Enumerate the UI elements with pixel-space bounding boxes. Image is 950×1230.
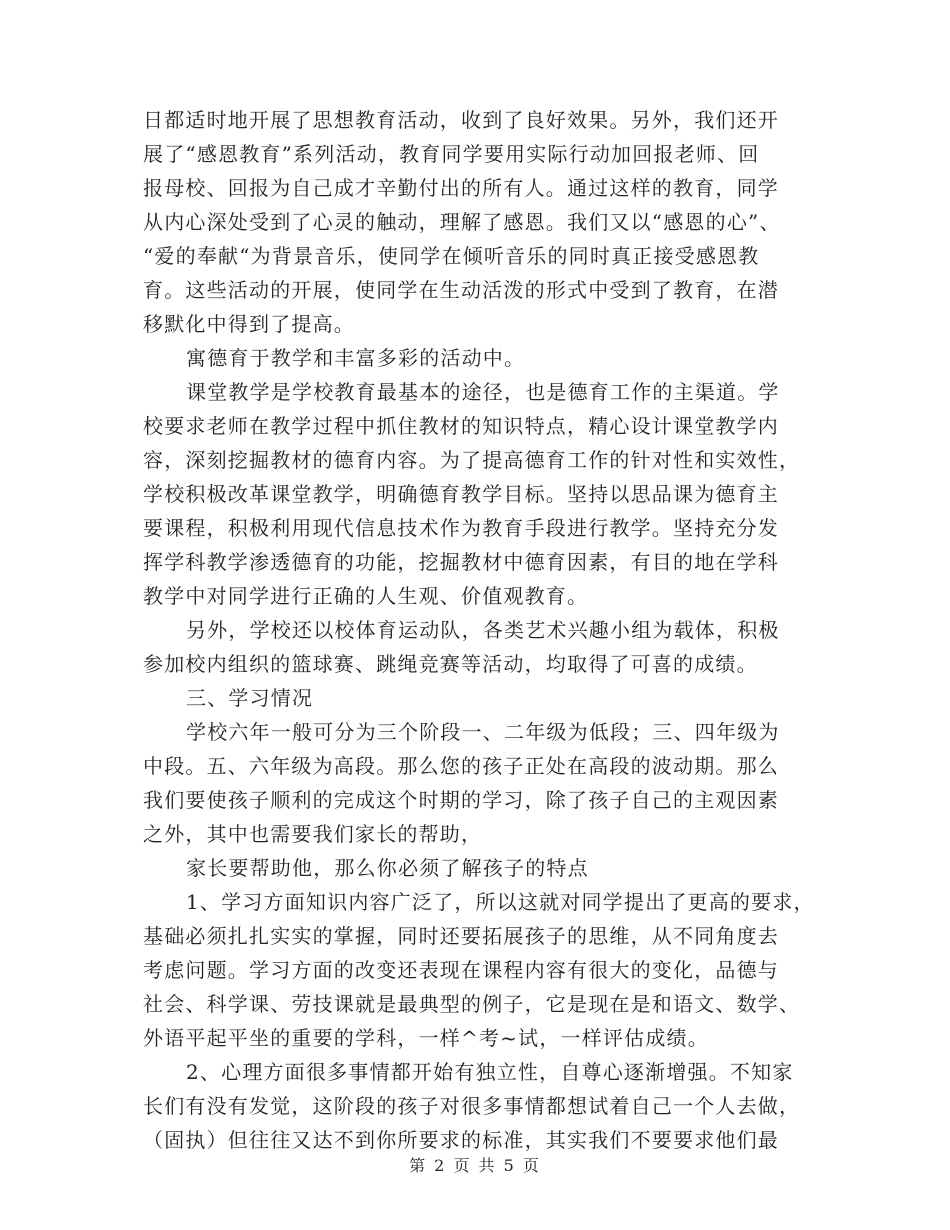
text-line: 基础必须扎扎实实的掌握，同时还要拓展孩子的思维，从不同角度去	[143, 924, 779, 948]
text-line: 家长要帮助他，那么你必须了解孩子的特点	[186, 856, 589, 880]
text-line: 容，深刻挖掘教材的德育内容。为了提高德育工作的针对性和实效性，	[143, 448, 801, 472]
text-line: “爱的奉献“为背景音乐，使同学在倾听音乐的同时真正接受感恩教	[143, 244, 760, 268]
text-line: 报母校、回报为自己成才辛勤付出的所有人。通过这样的教育，同学	[143, 176, 779, 200]
text-line: 长们有没有发觉，这阶段的孩子对很多事情都想试着自己一个人去做，	[143, 1094, 801, 1118]
text-line: 学校六年一般可分为三个阶段一、二年级为低段；三、四年级为	[186, 720, 780, 744]
text-line: 日都适时地开展了思想教育活动，收到了良好效果。另外，我们还开	[143, 108, 779, 132]
text-line: 学校积极改革课堂教学，明确德育教学目标。坚持以思品课为德育主	[143, 482, 779, 506]
text-line: （固执）但往往又达不到你所要求的标准，其实我们不要要求他们最	[143, 1128, 779, 1152]
text-line: 移默化中得到了提高。	[143, 312, 355, 336]
page-number-footer: 第 2 页 共 5 页	[409, 1156, 541, 1175]
text-line: 校要求老师在教学过程中抓住教材的知识特点，精心设计课堂教学内	[143, 414, 779, 438]
text-line: 展了“感恩教育”系列活动，教育同学要用实际行动加回报老师、回	[143, 142, 760, 166]
text-line: 社会、科学课、劳技课就是最典型的例子，它是现在是和语文、数学、	[143, 992, 801, 1016]
text-line: 参加校内组织的篮球赛、跳绳竞赛等活动，均取得了可喜的成绩。	[143, 652, 758, 676]
text-line: 2、心理方面很多事情都开始有独立性，自尊心逐渐增强。不知家	[186, 1060, 794, 1084]
text-line: 从内心深处受到了心灵的触动，理解了感恩。我们又以“感恩的心”、	[143, 210, 781, 234]
text-line: 教学中对同学进行正确的人生观、价值观教育。	[143, 584, 589, 608]
text-line: 考虑问题。学习方面的改变还表现在课程内容有很大的变化，品德与	[143, 958, 779, 982]
text-line: 我们要使孩子顺利的完成这个时期的学习，除了孩子自己的主观因素	[143, 788, 779, 812]
text-line: 课堂教学是学校教育最基本的途径，也是德育工作的主渠道。学	[186, 380, 780, 404]
text-line: 外语平起平坐的重要的学科，一样^考~试，一样评估成绩。	[143, 1026, 709, 1050]
text-line: 之外，其中也需要我们家长的帮助，	[143, 822, 483, 846]
text-line: 1、学习方面知识内容广泛了，所以这就对同学提出了更高的要求，	[186, 890, 815, 914]
text-line: 中段。五、六年级为高段。那么您的孩子正处在高段的波动期。那么	[143, 754, 779, 778]
text-line: 另外，学校还以校体育运动队，各类艺术兴趣小组为载体，积极	[186, 618, 780, 642]
text-line: 挥学科教学渗透德育的功能，挖掘教材中德育因素，有目的地在学科	[143, 550, 779, 574]
section-heading: 三、学习情况	[186, 686, 314, 710]
section-heading: 寓德育于教学和丰富多彩的活动中。	[186, 346, 526, 370]
text-line: 育。这些活动的开展，使同学在生动活泼的形式中受到了教育，在潜	[143, 278, 779, 302]
text-line: 要课程，积极利用现代信息技术作为教育手段进行教学。坚持充分发	[143, 516, 779, 540]
